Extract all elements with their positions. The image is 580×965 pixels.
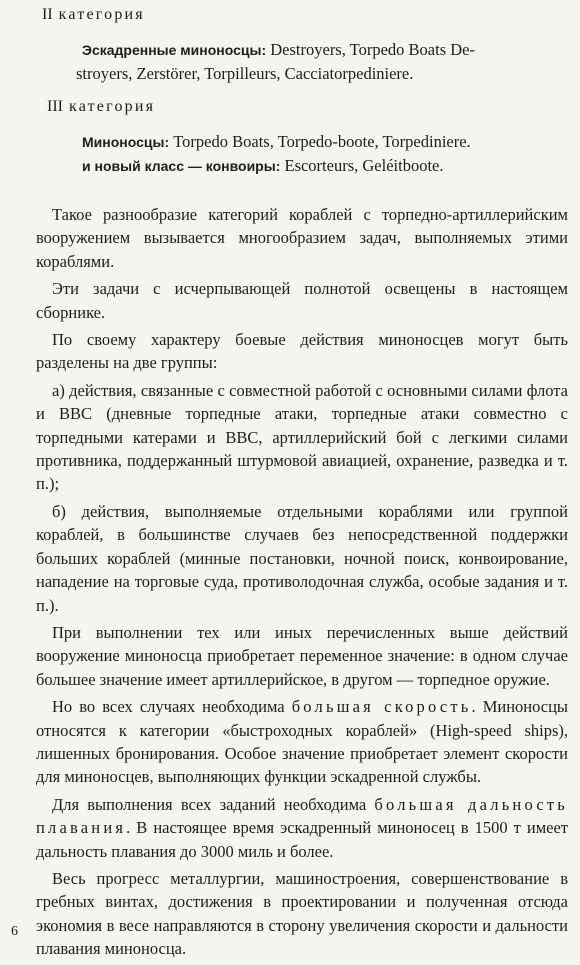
paragraph-1: Такое разнообразие категорий кораблей с торпедно-артиллерийским вооружением вызывается многообразием задач, выполняемых этими кораблями. [36,205,568,271]
paragraph-5: б) действия, выполняемые отдельными кораблями или группой кораблей, в большинстве случаев без непосредственной поддержки больших кораблей (минные постановки, ночной поиск, конвоирование, нападение на торговые суда, противолодочная служба, особые задания и т. п.). [36,501,568,615]
emphasis-speed: большая скорость [291,697,472,717]
category-2-heading: II категория [42,6,145,23]
category-2-term: Эскадренные миноносцы: [82,42,267,58]
category-3-term-2: и новый класс — конвоиры: [82,158,281,174]
paragraph-8: Для выполнения всех заданий необходима большая дальность плавания. В настоящее время эскадренный миноносец в 1500 т имеет дальность плавания до 3000 миль и более. [36,794,568,861]
emphasis-range: большая дальность плавания [36,794,568,838]
main-text [36,203,568,965]
paragraph-9: Весь прогресс металлургии, машиностроения, совершенствование в гребных винтах, достижения в проектировании и полученная отсюда экономия в весе направляются в сторону увеличения скорости и дальности плавания миноносца. [36,868,568,959]
paragraph-4: а) действия, связанные с совместной работой с основными силами флота и ВВС (дневные торпедные атаки, торпедные атаки совместно с торпедными катерами и ВВС, артиллерийский бой с легкими силами противника, поддержанный штурмовой авиацией, охранение, разведка и т. п.); [36,380,568,494]
page-number: 6 [11,924,18,939]
category-3-term: Миноносцы: [82,134,170,150]
paragraph-7: Но во всех случаях необходима большая скорость. Миноносцы относятся к категории «быстроходных кораблей» (High-speed ships), лишенных бронирования. Особое значение приобретает элемент скорости для миноносцев, выполняющих функции эскадренной службы. [36,697,568,787]
paragraph-2: Эти задачи с исчерпывающей полнотой освещены в настоящем сборнике. [36,279,568,322]
category-2-definition: Эскадренные миноносцы: Destroyers, Torpedo Boats De- stroyers, Zerstörer, Torpilleurs, Cacciatorpediniere. [76,40,475,83]
paragraph-3: По своему характеру боевые действия миноносцев могут быть разделены на две группы: [36,330,568,373]
category-3-definition: Миноносцы: Torpedo Boats, Torpedo-boote, Torpediniere. и новый класс — конвоиры: Escorteurs, Geléitboote. [82,132,471,175]
paragraph-6: При выполнении тех или иных перечисленных выше действий вооружение миноносца приобретает переменное значение: в одном случае большее значение имеет артиллерийское, в другом — торпедное оружие. [36,622,568,689]
category-3-heading: III категория [47,98,156,115]
